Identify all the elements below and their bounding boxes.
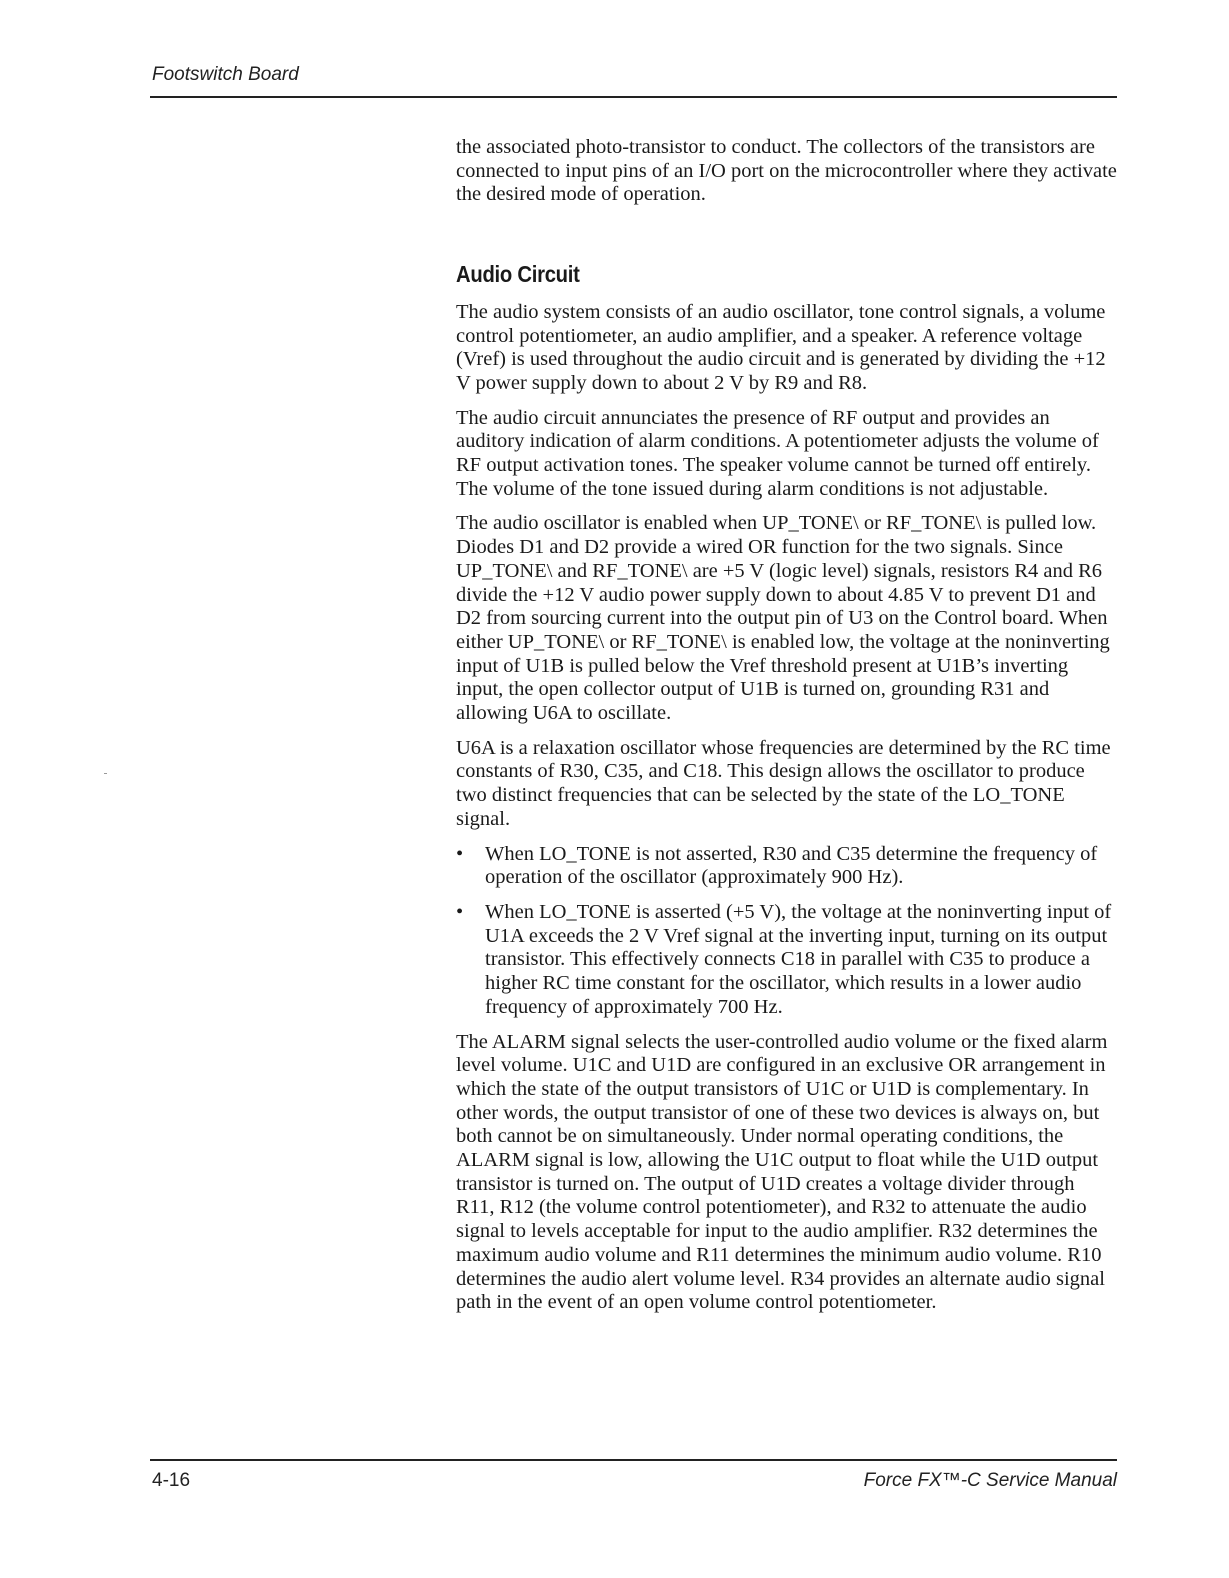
main-text-column — [456, 136, 1118, 1326]
section-heading-audio-circuit: Audio Circuit — [456, 261, 580, 288]
paragraph-relaxation-oscillator: U6A is a relaxation oscillator whose frequencies are determined by the RC time constants of R30, C35, and C18. This design allows the oscillator to produce two distinct frequencies that can be selected by the state of the LO_TONE signal. — [456, 736, 1111, 830]
bullet-icon: • — [456, 842, 464, 865]
bullet-icon: • — [456, 900, 464, 923]
bullet-text: When LO_TONE is asserted (+5 V), the voltage at the noninverting input of U1A exceeds the 2 V Vref signal at the inverting input, turning on its output transistor. This effectively connects C18 in parallel with C35 to produce a higher RC time constant for the oscillator, which results in a lower audio frequency of approximately 700 Hz. — [485, 900, 1112, 1018]
header-divider — [150, 96, 1117, 98]
bullet-item-lo-tone-not-asserted — [456, 843, 1118, 890]
frequency-bullet-list — [456, 843, 1118, 1020]
intro-paragraph: the associated photo-transistor to conduct. The collectors of the transistors are connected to input pins of an I/O port on the microcontroller where they activate the desired mode of operation. — [456, 136, 1117, 206]
bullet-text: When LO_TONE is not asserted, R30 and C35 determine the frequency of operation of the oscillator (approximately 900 Hz). — [485, 842, 1098, 889]
page-number: 4-16 — [152, 1470, 191, 1491]
paragraph-alarm-signal: The ALARM signal selects the user-controlled audio volume or the fixed alarm level volume. U1C and U1D are configured in an exclusive OR arrangement in which the state of the output transistors of U1C or U1D is complementary. In other words, the output transistor of one of these two devices is always on, but both cannot be on simultaneously. Under normal operating conditions, the ALARM signal is low, allowing the U1C output to float while the U1D output transistor is turned on. The output of U1D creates a voltage divider through R11, R12 (the volume control potentiometer), and R32 to attenuate the audio signal to levels acceptable for input to the audio amplifier. R32 determines the maximum audio volume and R11 determines the minimum audio volume. R10 determines the audio alert volume level. R34 provides an alternate audio signal path in the event of an open volume control potentiometer. — [456, 1030, 1108, 1314]
scan-artifact — [104, 773, 107, 774]
footer-divider — [150, 1459, 1117, 1461]
paragraph-audio-system: The audio system consists of an audio oscillator, tone control signals, a volume control potentiometer, an audio amplifier, and a speaker. A reference voltage (Vref) is used throughout the audio circuit and is generated by dividing the +12 V power supply down to about 2 V by R9 and R8. — [456, 300, 1106, 394]
paragraph-annunciation: The audio circuit annunciates the presence of RF output and provides an auditory indication of alarm conditions. A potentiometer adjusts the volume of RF output activation tones. The speaker volume cannot be turned off entirely. The volume of the tone issued during alarm conditions is not adjustable. — [456, 406, 1099, 500]
manual-title: Force FX™-C Service Manual — [863, 1470, 1117, 1491]
paragraph-oscillator-enable: The audio oscillator is enabled when UP_TONE\ or RF_TONE\ is pulled low. Diodes D1 and D2 provide a wired OR function for the two signals. Since UP_TONE\ and RF_TONE\ are +5 V (logic level) signals, resistors R4 and R6 divide the +12 V audio power supply down to about 4.85 V to prevent D1 and D2 from sourcing current into the output pin of U3 on the Control board. When either UP_TONE\ or RF_TONE\ is enabled low, the voltage at the noninverting input of U1B is pulled below the Vref threshold present at U1B’s inverting input, the open collector output of U1B is turned on, grounding R31 and allowing U6A to oscillate. — [456, 512, 1110, 725]
running-header-title: Footswitch Board — [152, 64, 299, 85]
bullet-item-lo-tone-asserted — [456, 901, 1118, 1020]
